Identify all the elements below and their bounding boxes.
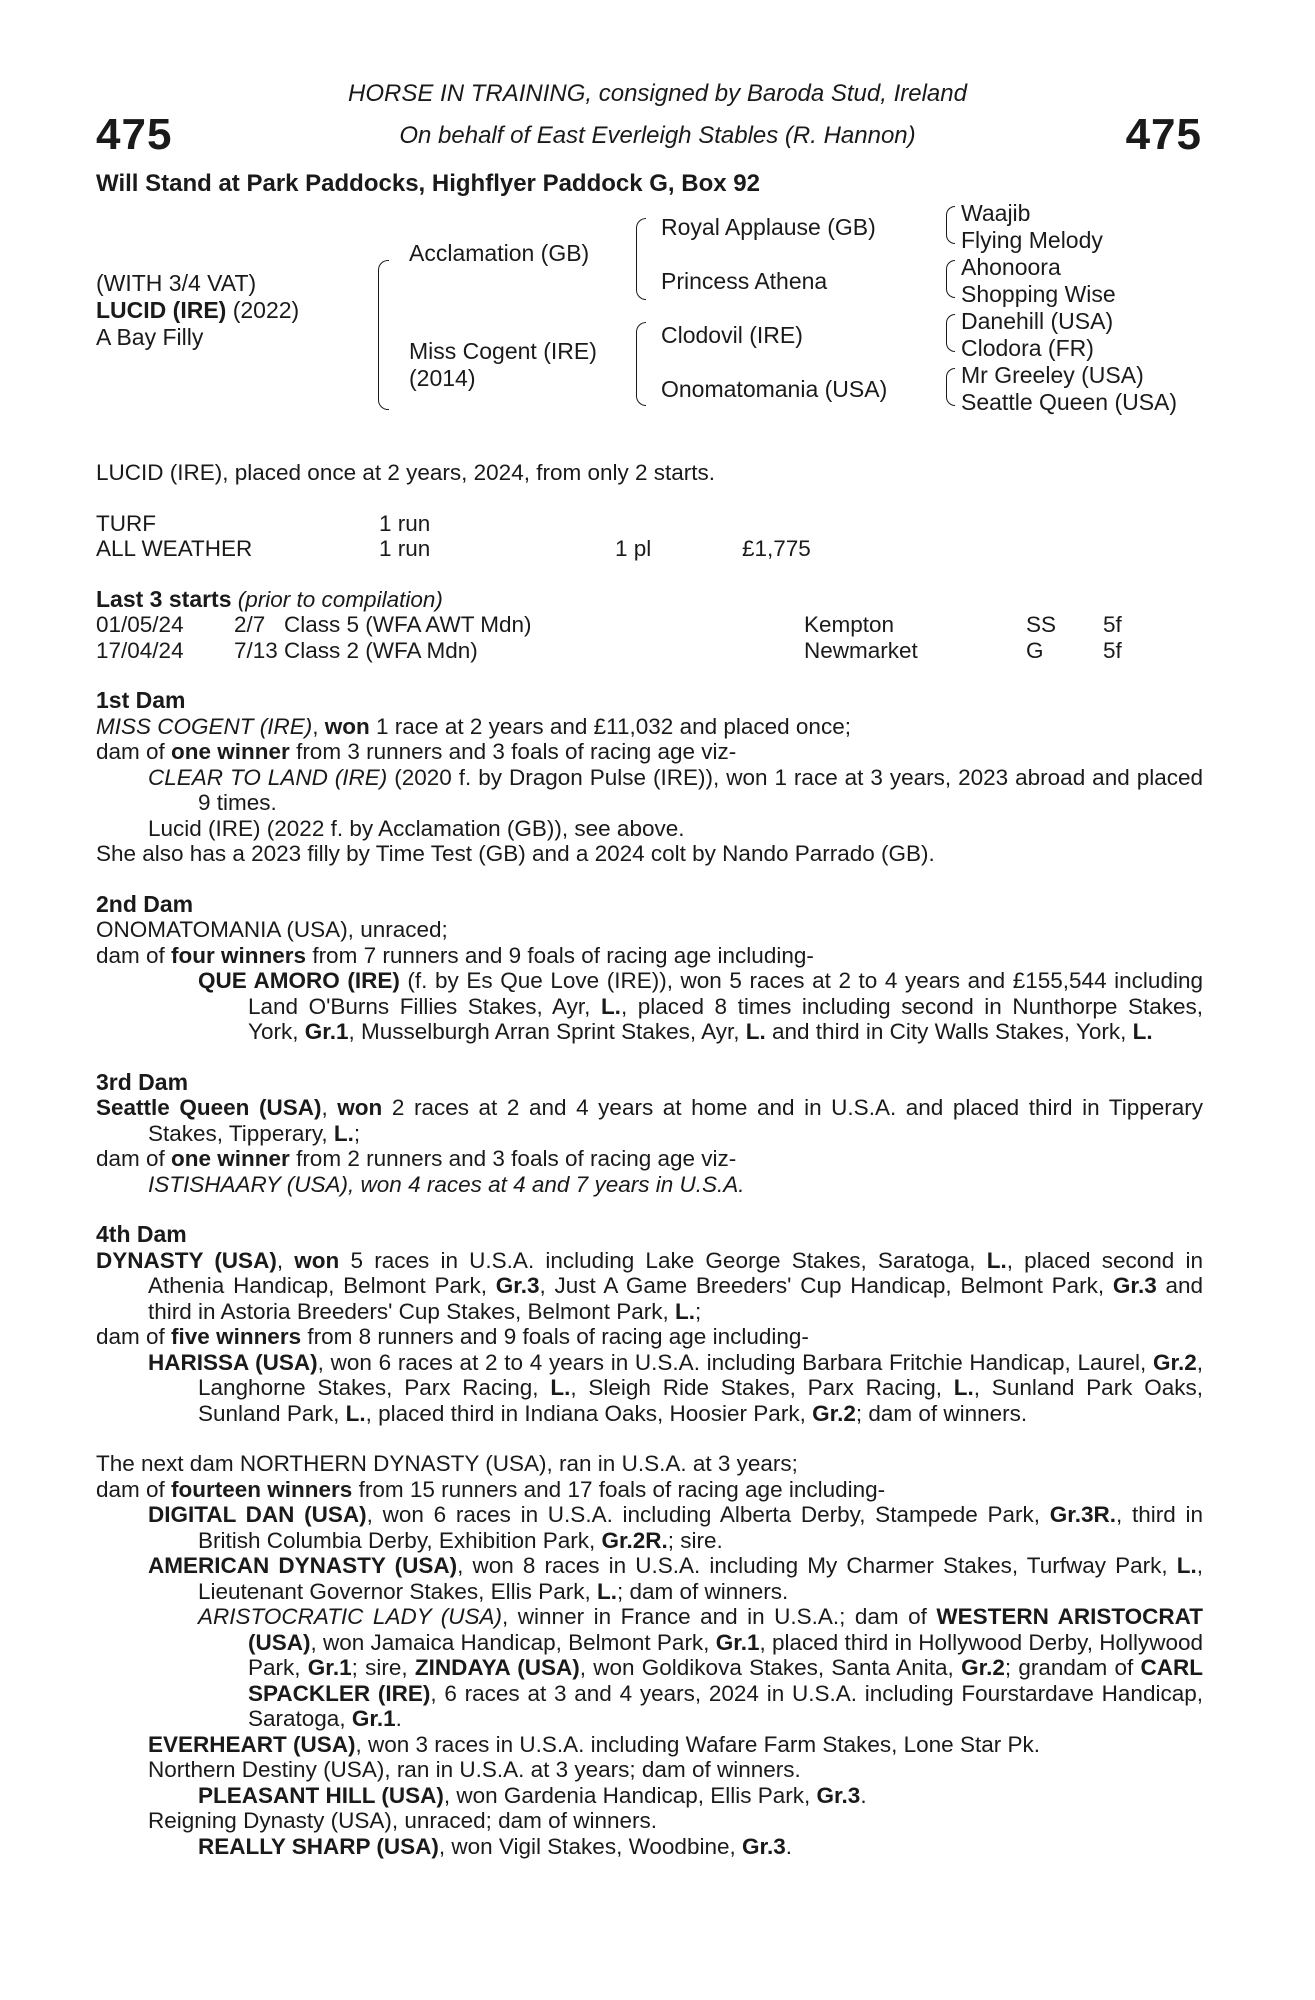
record-runs: 1 run	[379, 536, 431, 561]
text-span: , won 3 races in U.S.A. including Wafare Farm Stakes, Lone Star Pk.	[355, 1731, 1040, 1757]
text-span: ; dam of winners.	[616, 1578, 789, 1604]
text-span: , Langhorne Stakes, Parx Racing,	[198, 1349, 1204, 1400]
sire-name: Acclamation (GB)	[409, 240, 590, 266]
winners-count: fourteen winners	[171, 1476, 353, 1502]
dam-name: Miss Cogent (IRE)	[409, 338, 597, 364]
start-row	[96, 612, 1203, 638]
sire-dam: Princess Athena	[661, 268, 828, 294]
text-span: , 6 races at 3 and 4 years, 2024 in U.S.A. including Fourstardave Handicap, Saratoga,	[248, 1680, 1203, 1731]
g3-name: Shopping Wise	[961, 281, 1116, 307]
fourth-dam-record	[96, 1248, 1203, 1325]
pedigree-table	[96, 200, 1216, 415]
text-span: from 2 runners and 3 foals of racing age viz-	[289, 1146, 737, 1171]
race-grade: Gr.1	[351, 1706, 396, 1731]
pedigree-bracket-sire	[636, 218, 646, 300]
text-span: , won 8 races in U.S.A. including My Charmer Stakes, Turfway Park,	[457, 1553, 1177, 1578]
start-course: Newmarket	[804, 637, 918, 663]
produce-entry: Lucid (IRE) (2022 f. by Acclamation (GB)), see above.	[148, 815, 685, 841]
text-span: , Sleigh Ride Stakes, Parx Racing,	[570, 1375, 954, 1400]
text-span: .	[395, 1706, 402, 1731]
text-span: from 7 runners and 9 foals of racing age including-	[306, 942, 814, 968]
last-starts-heading	[96, 587, 1203, 613]
text-span: ; dam of winners.	[855, 1400, 1028, 1426]
text-span: from 15 runners and 17 foals of racing age including-	[352, 1476, 886, 1502]
race-grade: L.	[333, 1120, 354, 1146]
text-span: .	[860, 1782, 867, 1808]
dam-year: (2014)	[409, 365, 476, 391]
horse-year: (2022)	[232, 297, 300, 323]
record-surface: TURF	[96, 510, 156, 536]
produce-entry: Reigning Dynasty (USA), unraced; dam of winners.	[148, 1808, 657, 1833]
text-span: dam of	[96, 1476, 172, 1502]
produce-entry	[96, 765, 1203, 816]
race-grade: Gr.3	[816, 1782, 861, 1808]
text-span: , Sunland Park Oaks, Sunland Park,	[198, 1375, 1203, 1426]
race-grade: Gr.1	[715, 1629, 760, 1655]
first-dam-name: MISS COGENT (IRE)	[96, 713, 313, 739]
pedigree-bracket-main	[378, 260, 389, 410]
start-going: G	[1026, 637, 1044, 663]
winners-count: five winners	[171, 1324, 302, 1349]
race-grade: Gr.2	[1152, 1349, 1197, 1375]
text-span: dam of	[96, 942, 172, 968]
race-grade: Gr.2R.	[601, 1527, 668, 1553]
lot-number-right: 475	[1125, 110, 1202, 159]
g3-name: Danehill (USA)	[961, 308, 1114, 334]
produce-name: PLEASANT HILL (USA)	[198, 1782, 444, 1808]
text-span: , winner in France and in U.S.A.; dam of	[502, 1604, 937, 1629]
race-grade: Gr.2	[961, 1655, 1005, 1680]
dam-sire: Clodovil (IRE)	[661, 322, 803, 348]
start-course: Kempton	[804, 612, 895, 637]
race-grade: L.	[550, 1375, 571, 1400]
third-dam-heading: 3rd Dam	[96, 1068, 189, 1095]
record-earnings	[742, 511, 862, 537]
text-span: , placed 8 times including second in Nunthorpe Stakes, York,	[248, 993, 1203, 1044]
race-grade: Gr.3R.	[1049, 1502, 1117, 1527]
first-dam-produce	[96, 739, 1203, 765]
last-starts-note: (prior to compilation)	[237, 586, 443, 612]
produce-name: ZINDAYA (USA)	[414, 1655, 580, 1680]
race-grade: L.	[745, 1019, 766, 1044]
text-span: ,	[276, 1247, 295, 1273]
produce-name: WESTERN ARISTOCRAT (USA)	[248, 1604, 1203, 1655]
start-position: 7/13	[234, 637, 278, 663]
text-span: from 8 runners and 9 foals of racing age including-	[301, 1324, 809, 1349]
text-span: , Just A Game Breeders' Cup Handicap, Belmont Park,	[539, 1273, 1113, 1298]
record-surface: ALL WEATHER	[96, 536, 253, 561]
start-race: Class 5 (WFA AWT Mdn)	[284, 612, 532, 637]
text-span: , third in British Columbia Derby, Exhibition Park,	[198, 1502, 1203, 1553]
text-span: , won 6 races at 2 to 4 years in U.S.A. including Barbara Fritchie Handicap, Laurel,	[317, 1349, 1153, 1375]
race-grade: Gr.3	[495, 1273, 540, 1298]
race-summary: LUCID (IRE), placed once at 2 years, 2024, from only 2 starts.	[96, 460, 716, 485]
start-row	[96, 638, 1203, 664]
winners-count: one winner	[171, 739, 290, 764]
produce-entry: ISTISHAARY (USA), won 4 races at 4 and 7 years in U.S.A.	[148, 1171, 745, 1197]
winners-count: four winners	[171, 942, 307, 968]
text-span: , Musselburgh Arran Sprint Stakes, Ayr,	[348, 1019, 746, 1044]
record-runs: 1 run	[379, 510, 431, 536]
text-span: and third in Astoria Breeders' Cup Stakes, Belmont Park,	[148, 1273, 1204, 1324]
race-grade: L.	[1176, 1553, 1197, 1578]
g3-name: Clodora (FR)	[961, 335, 1094, 361]
produce-entry	[96, 1783, 1203, 1809]
won-label: won	[337, 1095, 383, 1120]
pedigree-bracket-dam	[636, 322, 646, 406]
text-span: (2020 f. by Dragon Pulse (IRE)), won 1 race at 3 years, 2023 abroad and placed 9 times.	[198, 764, 1203, 815]
record-earnings: £1,775	[742, 536, 811, 561]
text-span: .	[785, 1833, 793, 1859]
text-span: 2 races at 2 and 4 years at home and in U.S.A. and placed third in Tipperary Stakes, Tipperary,	[148, 1095, 1203, 1146]
text-span: (f. by Es Que Love (IRE)), won 5 races at 2 to 4 years and £155,544 including Land O'Burns Fillies Stakes, Ayr,	[248, 968, 1203, 1019]
consignor-line: HORSE IN TRAINING, consigned by Baroda Stud, Ireland	[348, 80, 967, 107]
produce-name: ARISTOCRATIC LADY (USA)	[198, 1604, 503, 1629]
second-dam-produce	[96, 943, 1203, 969]
won-label: won	[294, 1247, 340, 1273]
start-date: 01/05/24	[96, 612, 184, 637]
text-span: ;	[353, 1120, 361, 1146]
text-span: , won 6 races in U.S.A. including Alberta Derby, Stampede Park,	[366, 1502, 1050, 1527]
catalogue-body	[96, 460, 1203, 1859]
record-placed	[615, 511, 742, 537]
produce-name: DIGITAL DAN (USA)	[148, 1502, 367, 1527]
produce-name: CARL SPACKLER (IRE)	[248, 1655, 1204, 1706]
next-dam-produce	[96, 1477, 1203, 1503]
produce-name: CLEAR TO LAND (IRE)	[148, 764, 388, 790]
text-span: , Lieutenant Governor Stakes, Ellis Park,	[198, 1553, 1203, 1604]
sire-sire: Royal Applause (GB)	[661, 214, 876, 240]
start-distance: 5f	[1103, 637, 1122, 663]
text-span: ,	[312, 713, 325, 739]
race-grade: L.	[345, 1400, 366, 1426]
start-distance: 5f	[1103, 612, 1122, 637]
g3-name: Waajib	[961, 200, 1031, 226]
text-span: ,	[321, 1095, 338, 1120]
produce-name: HARISSA (USA)	[148, 1349, 318, 1375]
fourth-dam-name: DYNASTY (USA)	[96, 1247, 277, 1273]
race-grade: Gr.3	[1112, 1273, 1157, 1298]
dam-dam: Onomatomania (USA)	[661, 376, 888, 402]
text-span: and third in City Walls Stakes, York,	[765, 1019, 1133, 1044]
produce-name: EVERHEART (USA)	[148, 1731, 356, 1757]
lot-number-left: 475	[96, 110, 173, 159]
text-span: dam of	[96, 1324, 172, 1349]
text-span: 1 race at 2 years and £11,032 and placed once;	[369, 713, 851, 739]
third-dam-name: Seattle Queen (USA)	[96, 1095, 322, 1120]
fourth-dam-produce	[96, 1324, 1203, 1350]
text-span: from 3 runners and 3 foals of racing age viz-	[289, 739, 737, 764]
produce-entry	[96, 1834, 1203, 1860]
first-dam-heading: 1st Dam	[96, 687, 186, 713]
won-label: won	[324, 713, 370, 739]
text-span: , placed second in Athenia Handicap, Belmont Park,	[148, 1247, 1203, 1298]
g3-name: Mr Greeley (USA)	[961, 362, 1144, 388]
race-grade: L.	[986, 1247, 1007, 1273]
first-dam-note: She also has a 2023 filly by Time Test (GB) and a 2024 colt by Nando Parrado (GB).	[96, 841, 935, 866]
second-dam-record: ONOMATOMANIA (USA), unraced;	[96, 917, 448, 942]
pedigree-bracket-g3-2	[946, 260, 955, 298]
start-going: SS	[1026, 612, 1057, 637]
text-span: ; grandam of	[1004, 1655, 1141, 1680]
fourth-dam-heading: 4th Dam	[96, 1221, 187, 1247]
produce-name: AMERICAN DYNASTY (USA)	[148, 1553, 458, 1578]
text-span: dam of	[96, 1146, 172, 1171]
g3-name: Ahonoora	[961, 254, 1061, 280]
horse-description: A Bay Filly	[96, 324, 204, 350]
text-span: ; sire.	[667, 1527, 723, 1553]
pedigree-bracket-g3-3	[946, 314, 955, 352]
horse-title	[96, 297, 299, 324]
produce-name: REALLY SHARP (USA)	[198, 1833, 439, 1859]
produce-entry	[96, 1732, 1203, 1758]
race-grade: L.	[675, 1298, 696, 1324]
text-span: , placed third in Hollywood Derby, Hollywood Park,	[248, 1629, 1204, 1680]
race-grade: L.	[596, 1578, 617, 1604]
start-date: 17/04/24	[96, 637, 184, 663]
text-span: , placed third in Indiana Oaks, Hoosier Park,	[365, 1400, 813, 1426]
record-row	[96, 511, 1203, 537]
start-position: 2/7	[234, 612, 266, 637]
text-span: dam of	[96, 739, 172, 764]
g3-name: Seattle Queen (USA)	[961, 389, 1178, 415]
behalf-line: On behalf of East Everleigh Stables (R. Hannon)	[399, 122, 916, 149]
race-grade: L.	[1132, 1019, 1153, 1044]
race-grade: Gr.1	[307, 1655, 352, 1680]
produce-entry: Northern Destiny (USA), ran in U.S.A. at 3 years; dam of winners.	[148, 1757, 801, 1782]
produce-name: QUE AMORO (IRE)	[198, 968, 400, 993]
text-span: , won Gardenia Handicap, Ellis Park,	[443, 1782, 817, 1808]
stand-location: Will Stand at Park Paddocks, Highflyer Paddock G, Box 92	[96, 170, 760, 197]
record-placed: 1 pl	[615, 536, 652, 561]
first-dam-record	[96, 714, 1203, 740]
g3-name: Flying Melody	[961, 227, 1103, 253]
text-span: ; sire,	[351, 1655, 415, 1680]
race-grade: L.	[953, 1375, 974, 1400]
race-grade: Gr.2	[812, 1400, 856, 1426]
produce-entry	[96, 1502, 1203, 1553]
text-span: 5 races in U.S.A. including Lake George Stakes, Saratoga,	[339, 1247, 987, 1273]
text-span: ;	[695, 1298, 702, 1324]
vat-note: (WITH 3/4 VAT)	[96, 270, 257, 296]
text-span: , won Vigil Stakes, Woodbine,	[438, 1833, 742, 1859]
race-grade: Gr.1	[304, 1019, 349, 1044]
winners-count: one winner	[171, 1146, 290, 1171]
pedigree-bracket-g3-1	[946, 206, 955, 244]
next-dam-record: The next dam NORTHERN DYNASTY (USA), ran in U.S.A. at 3 years;	[96, 1451, 798, 1476]
start-race: Class 2 (WFA Mdn)	[284, 637, 478, 663]
pedigree-bracket-g3-4	[946, 368, 955, 406]
race-grade: Gr.3	[741, 1833, 786, 1859]
third-dam-produce	[96, 1146, 1203, 1172]
text-span: , won Goldikova Stakes, Santa Anita,	[579, 1655, 962, 1680]
produce-entry	[96, 1553, 1203, 1604]
produce-entry	[96, 1350, 1203, 1427]
horse-name: LUCID (IRE)	[96, 297, 227, 323]
produce-entry	[96, 968, 1203, 1045]
produce-entry	[96, 1604, 1203, 1732]
record-row	[96, 536, 1203, 562]
third-dam-record	[96, 1095, 1203, 1146]
second-dam-heading: 2nd Dam	[96, 890, 194, 917]
race-grade: L.	[600, 993, 621, 1019]
last-starts-title: Last 3 starts	[96, 585, 232, 612]
text-span: , won Jamaica Handicap, Belmont Park,	[310, 1629, 716, 1655]
